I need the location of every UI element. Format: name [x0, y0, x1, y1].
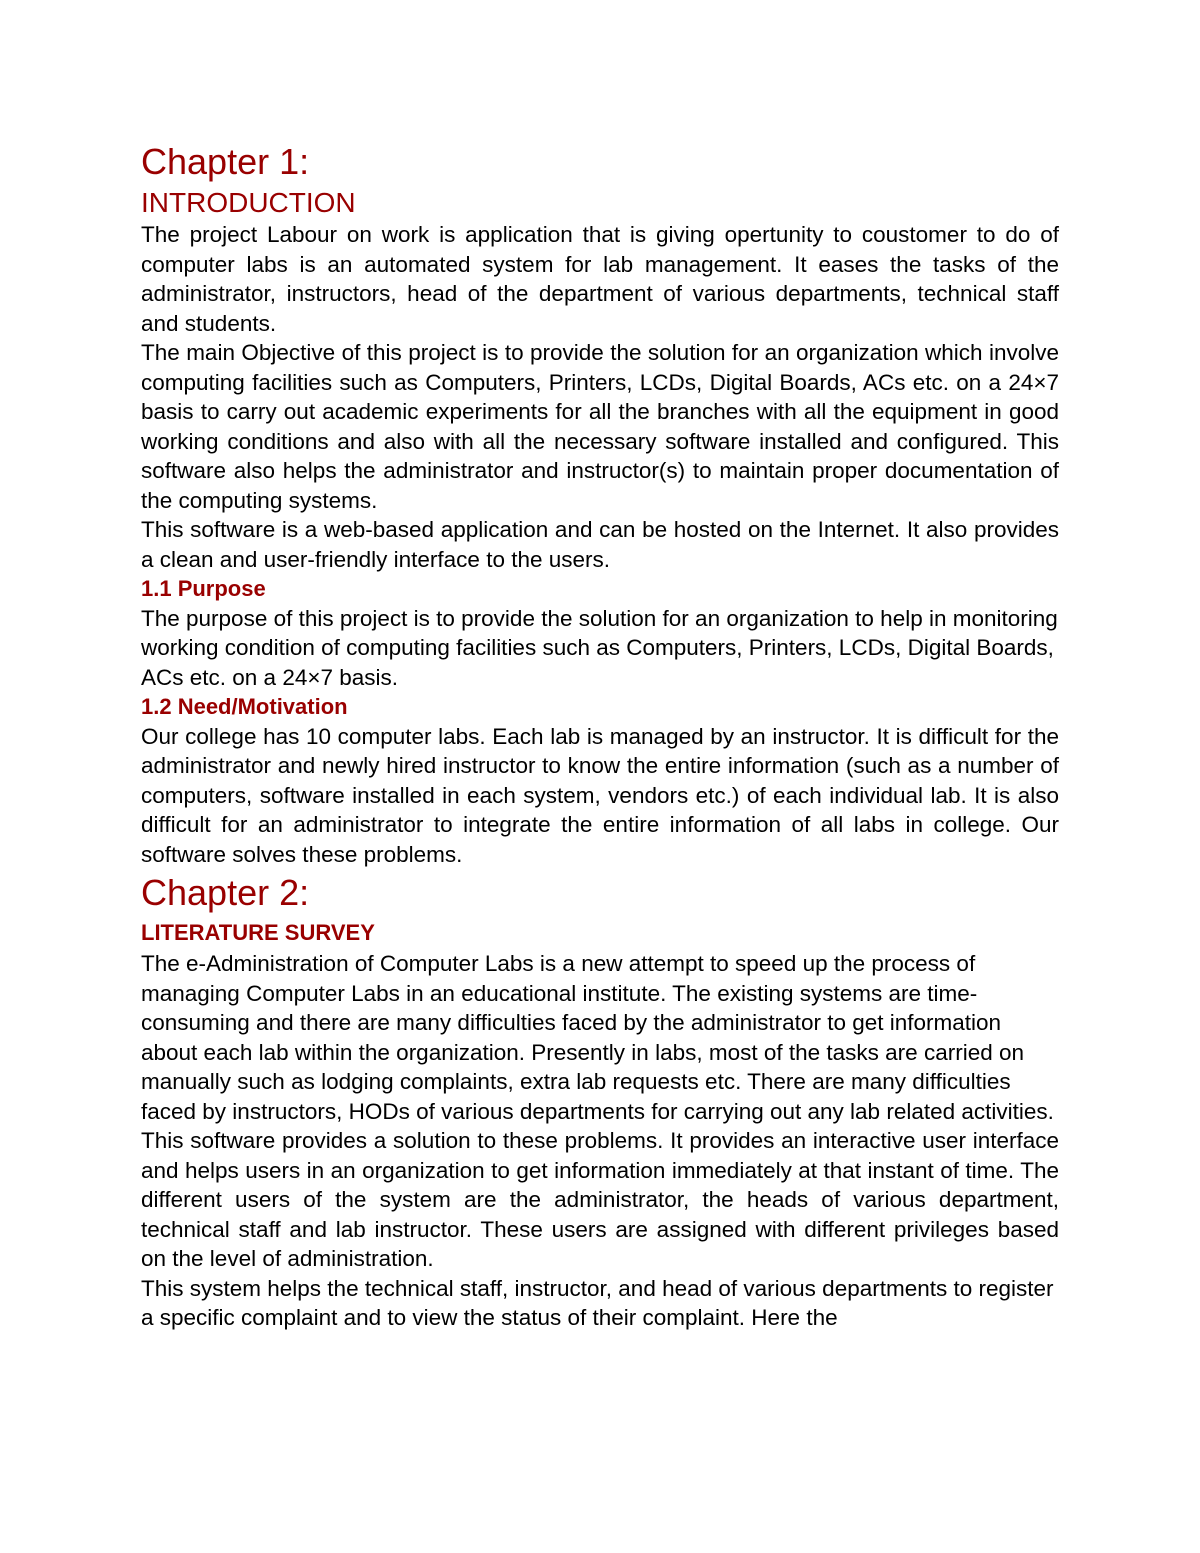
need-motivation-paragraph: Our college has 10 computer labs. Each lab is managed by an instructor. It is difficult for the administrator and newly hired instructor to know the entire information (such as a number of computers, software installed in each system, vendors etc.) of each individual lab. It is also difficult for an administrator to integrate the entire information of all labs in college. Our software solves these problems. [141, 723, 1059, 867]
chapter-2-paragraph-1: The e-Administration of Computer Labs is a new attempt to speed up the process of managing Computer Labs in an educational institute. The existing systems are time-consuming and there are many difficulties faced by the administrator to get information about each lab within the organization. Presently in labs, most of the tasks are carried on manually such as lodging complaints, extra lab requests etc. There are many difficulties faced by instructors, HODs of various departments for carrying out any lab related activities. [141, 951, 1054, 1124]
chapter-1-title: INTRODUCTION [141, 187, 356, 218]
chapter-2-title: LITERATURE SURVEY [141, 920, 375, 945]
chapter-2-paragraph-2: This software provides a solution to these problems. It provides an interactive user interface and helps users in an organization to get information immediately at that instant of time. The different users of the system are the administrator, the heads of various department, technical staff and lab instructor. These users are assigned with different privileges based on the level of administration. [141, 1128, 1059, 1271]
chapter-1-paragraph-3: This software is a web-based application and can be hosted on the Internet. It also provides a clean and user-friendly interface to the users. [141, 517, 1059, 572]
chapter-2-heading: Chapter 2: [141, 872, 310, 913]
chapter-1-heading: Chapter 1: [141, 141, 310, 182]
purpose-paragraph: The purpose of this project is to provide the solution for an organization to help in monitoring working condition of computing facilities such as Computers, Printers, LCDs, Digital Boards, ACs etc. on a 24×7 basis. [141, 605, 1058, 690]
purpose-heading: 1.1 Purpose [141, 576, 266, 601]
document-page [141, 138, 1059, 1333]
chapter-1-paragraph-2: The main Objective of this project is to provide the solution for an organization which involve computing facilities such as Computers, Printers, LCDs, Digital Boards, ACs etc. on a 24×7 basis to carry out academic experiments for all the branches with all the equipment in good working conditions and also with all the necessary software installed and configured. This software also helps the administrator and instructor(s) to maintain proper documentation of the computing systems. [141, 340, 1059, 513]
chapter-2-paragraph-3: This system helps the technical staff, instructor, and head of various departments to register a specific complaint and to view the status of their complaint. Here the [141, 1275, 1054, 1330]
need-motivation-heading: 1.2 Need/Motivation [141, 694, 348, 719]
chapter-1-paragraph-1: The project Labour on work is application that is giving opertunity to coustomer to do of computer labs is an automated system for lab management. It eases the tasks of the administrator, instructors, head of the department of various departments, technical staff and students. [141, 222, 1059, 336]
